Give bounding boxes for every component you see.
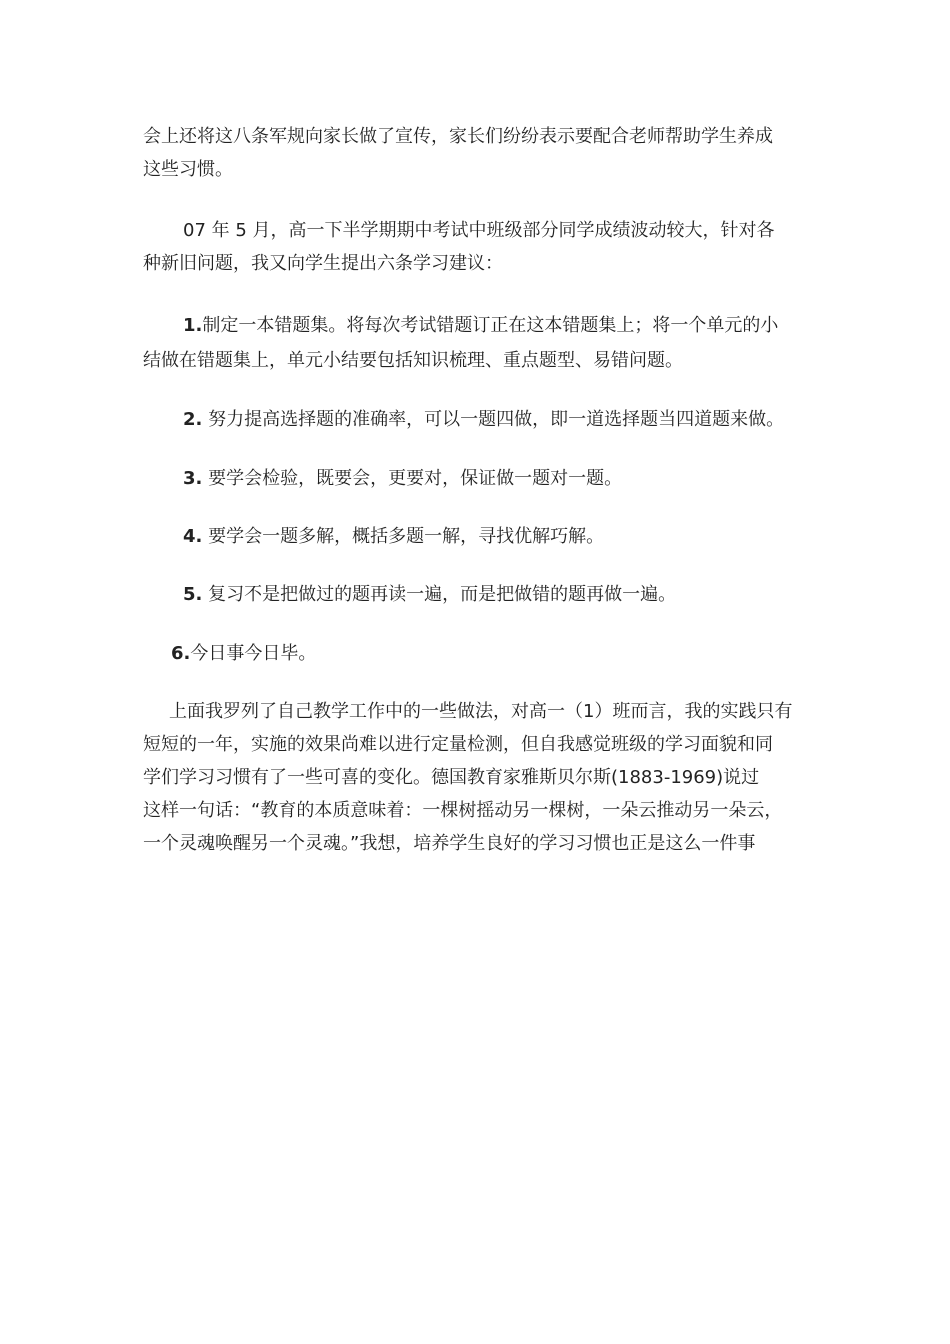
suggestion-item-4 <box>183 520 604 553</box>
suggestion-item-1-continued <box>143 344 683 377</box>
text-line: 07 年 5 月，高一下半学期期中考试中班级部分同学成绩波动较大，针对各 <box>183 220 775 241</box>
item-text: 复习不是把做过的题再读一遍，而是把做错的题再做一遍。 <box>202 584 677 605</box>
suggestion-item-1 <box>183 309 778 342</box>
text-line: 上面我罗列了自己教学工作中的一些做法，对高一（1）班而言，我的实践只有 <box>169 701 793 722</box>
text-line: 一个灵魂唤醒另一个灵魂。”我想，培养学生良好的学习习惯也正是这么一件事 <box>143 833 756 854</box>
item-text: 要学会一题多解，概括多题一解，寻找优解巧解。 <box>202 526 605 547</box>
text-line: 短短的一年，实施的效果尚难以进行定量检测，但自我感觉班级的学习面貌和同 <box>143 734 773 755</box>
item-number: 4. <box>183 526 203 547</box>
text-line: 这样一句话：“教育的本质意味着：一棵树摇动另一棵树，一朵云推动另一朵云， <box>143 800 783 821</box>
suggestion-item-6 <box>171 637 316 670</box>
item-number: 6. <box>171 643 191 664</box>
item-text: 努力提高选择题的准确率，可以一题四做，即一道选择题当四道题来做。 <box>202 409 785 430</box>
item-number: 2. <box>183 409 203 430</box>
text-line: 会上还将这八条军规向家长做了宣传，家长们纷纷表示要配合老师帮助学生养成 <box>143 126 773 147</box>
text-line: 学们学习习惯有了一些可喜的变化。德国教育家雅斯贝尔斯(1883-1969)说过 <box>143 767 760 788</box>
item-number: 1. <box>183 315 203 336</box>
item-number: 3. <box>183 468 203 489</box>
text-line: 种新旧问题，我又向学生提出六条学习建议： <box>143 253 503 274</box>
item-text: 今日事今日毕。 <box>190 643 317 664</box>
paragraph-reflection <box>143 695 811 860</box>
suggestion-item-5 <box>183 578 676 611</box>
item-text: 制定一本错题集。将每次考试错题订正在这本错题集上；将一个单元的小 <box>202 315 779 336</box>
paragraph-study-suggestions-intro <box>143 214 811 280</box>
suggestion-item-2 <box>183 403 784 436</box>
item-number: 5. <box>183 584 203 605</box>
suggestion-item-3 <box>183 462 622 495</box>
item-text: 要学会检验，既要会，更要对，保证做一题对一题。 <box>202 468 623 489</box>
item-text: 结做在错题集上，单元小结要包括知识梳理、重点题型、易错问题。 <box>143 350 683 371</box>
text-line: 这些习惯。 <box>143 159 233 180</box>
paragraph-parent-meeting <box>143 120 811 186</box>
